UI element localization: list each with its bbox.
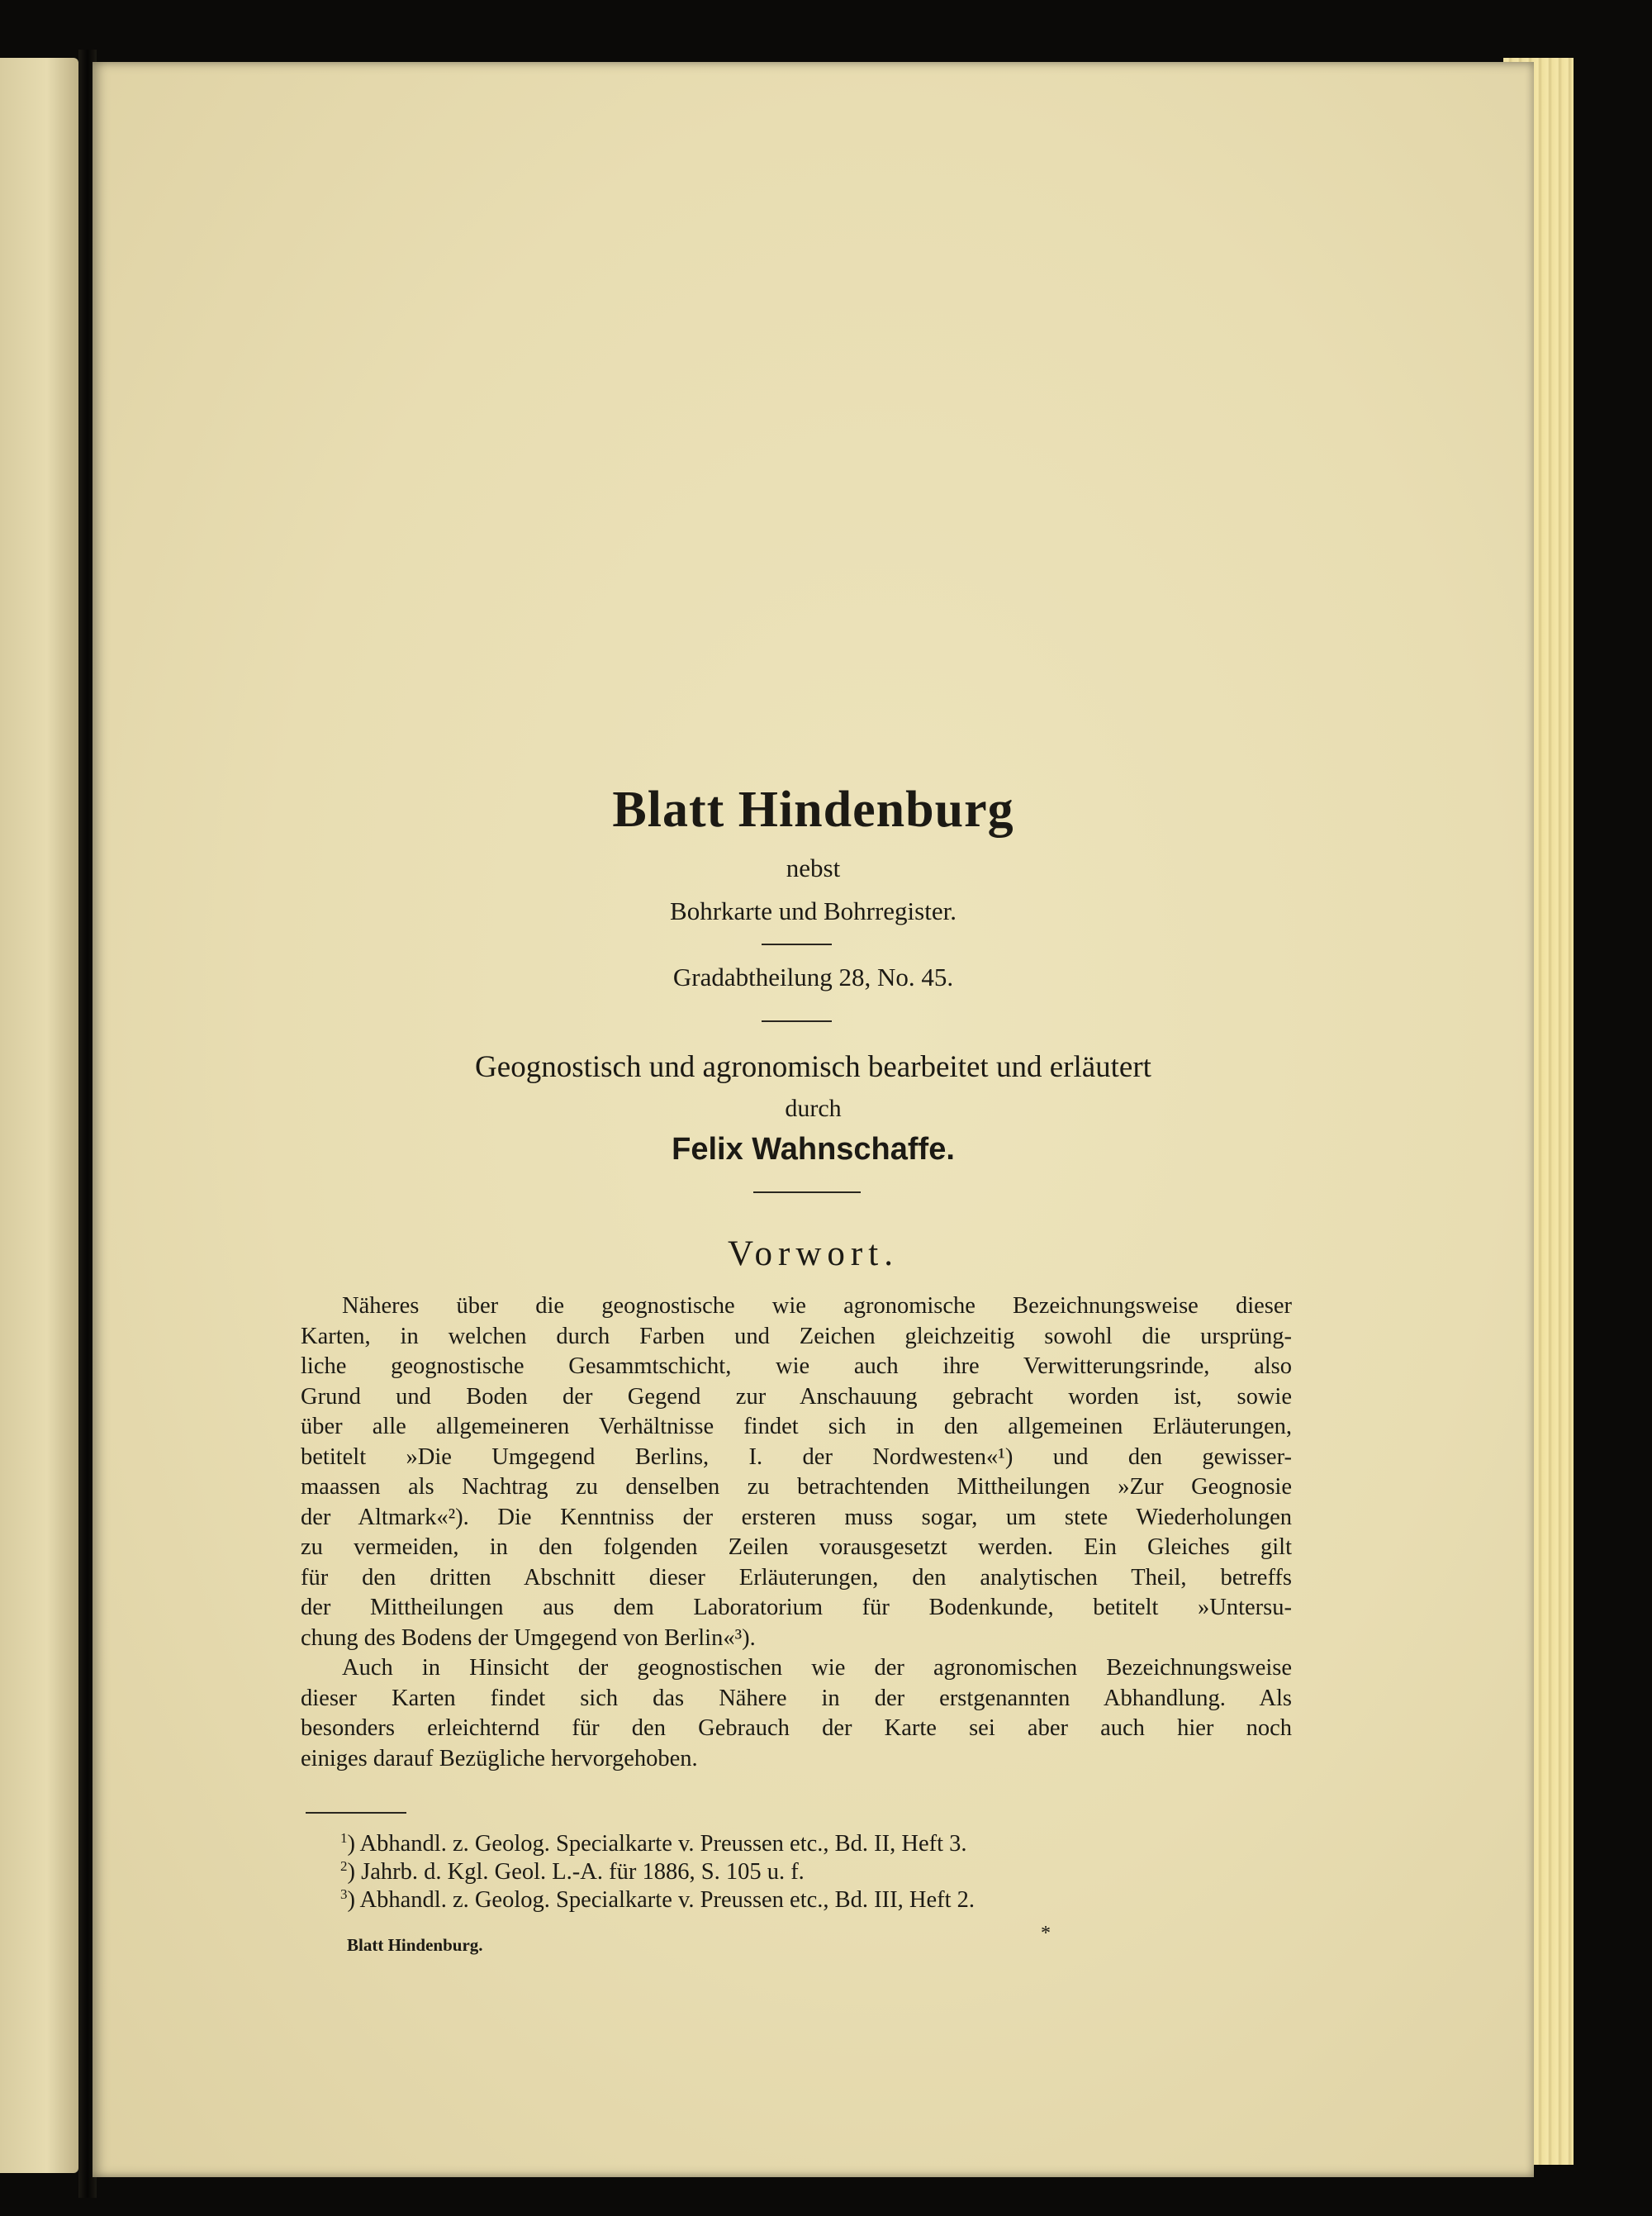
durch-line: durch bbox=[785, 1095, 842, 1122]
divider-rule bbox=[762, 944, 832, 945]
bearbeitet-line: Geognostisch und agronomisch bearbeitet und erläutert bbox=[475, 1050, 1151, 1084]
body-line: Karten, in welchen durch Farben und Zeichen gleichzeitig sowohl die ursprüng- bbox=[301, 1323, 1292, 1349]
body-line: für den dritten Abschnitt dieser Erläuterungen, den analytischen Theil, betreffs bbox=[301, 1564, 1292, 1591]
footnote: $^2$) Jahrb. d. Kgl. Geol. L.-A. für 1886, S. 105 u. f. bbox=[340, 1858, 805, 1885]
gradabtheilung-line: Gradabtheilung 28, No. 45. bbox=[672, 963, 954, 991]
signature-mark: * bbox=[1041, 1923, 1051, 1944]
body-line: dieser Karten findet sich das Nähere in der erstgenannten Abhandlung. Als bbox=[301, 1685, 1292, 1711]
body-line: Grund und Boden der Gegend zur Anschauung gebracht worden ist, sowie bbox=[301, 1383, 1292, 1410]
footnote-text: Abhandl. z. Geolog. Specialkarte v. Preussen etc., Bd. II, Heft 3. bbox=[359, 1831, 967, 1857]
body-line: betitelt »Die Umgegend Berlins, I. der Nordwesten«¹) und den gewisser- bbox=[301, 1443, 1292, 1470]
body-line: liche geognostische Gesammtschicht, wie auch ihre Verwitterungsrinde, also bbox=[301, 1353, 1292, 1379]
page-title: Blatt Hindenburg bbox=[612, 782, 1014, 838]
footnote-text: Abhandl. z. Geolog. Specialkarte v. Preussen etc., Bd. III, Heft 2. bbox=[359, 1887, 976, 1913]
body-line: einiges darauf Bezügliche hervorgehoben. bbox=[301, 1745, 698, 1771]
footnote-mark: 2 bbox=[340, 1858, 348, 1874]
body-line: zu vermeiden, in den folgenden Zeilen vorausgesetzt werden. Ein Gleiches gilt bbox=[301, 1534, 1292, 1560]
facing-page-edge bbox=[0, 58, 78, 2173]
footnote-rule bbox=[306, 1812, 406, 1814]
footnote: $^1$) Abhandl. z. Geolog. Specialkarte v. Preussen etc., Bd. II, Heft 3. bbox=[340, 1830, 967, 1857]
footnotes bbox=[340, 1830, 975, 1914]
body-line: maassen als Nachtrag zu denselben zu betrachtenden Mittheilungen »Zur Geognosie bbox=[301, 1474, 1292, 1500]
body-line: über alle allgemeineren Verhältnisse findet sich in den allgemeinen Erläuterungen, bbox=[301, 1414, 1292, 1439]
preface-body bbox=[301, 1291, 1292, 1774]
footnote-mark: 3 bbox=[340, 1886, 348, 1902]
footnote: $^3$) Abhandl. z. Geolog. Specialkarte v. Preussen etc., Bd. III, Heft 2. bbox=[340, 1886, 976, 1913]
body-line: chung des Bodens der Umgegend von Berlin«³). bbox=[301, 1624, 756, 1651]
footnote-mark: 1 bbox=[340, 1830, 348, 1846]
section-heading: Vorwort. bbox=[728, 1234, 899, 1273]
nebst-line: nebst bbox=[786, 854, 841, 882]
book-page bbox=[93, 62, 1534, 2177]
footer-label: Blatt Hindenburg. bbox=[347, 1935, 483, 1955]
author-name: Felix Wahnschaffe. bbox=[672, 1132, 955, 1167]
footnote-text: Jahrb. d. Kgl. Geol. L.-A. für 1886, S. 105 u. f. bbox=[361, 1859, 805, 1885]
body-line: der Mittheilungen aus dem Laboratorium für Bodenkunde, betitelt »Untersu- bbox=[301, 1595, 1292, 1620]
divider-rule bbox=[753, 1191, 861, 1193]
divider-rule bbox=[762, 1020, 832, 1022]
body-line: der Altmark«²). Die Kenntniss der ersteren muss sogar, um stete Wiederholungen bbox=[301, 1504, 1292, 1530]
body-line: besonders erleichternd für den Gebrauch der Karte sei aber auch hier noch bbox=[301, 1715, 1292, 1741]
body-line: Auch in Hinsicht der geognostischen wie der agronomischen Bezeichnungsweise bbox=[342, 1655, 1292, 1681]
subtitle: Bohrkarte und Bohrregister. bbox=[670, 896, 957, 925]
body-line: Näheres über die geognostische wie agronomische Bezeichnungsweise dieser bbox=[342, 1293, 1292, 1319]
